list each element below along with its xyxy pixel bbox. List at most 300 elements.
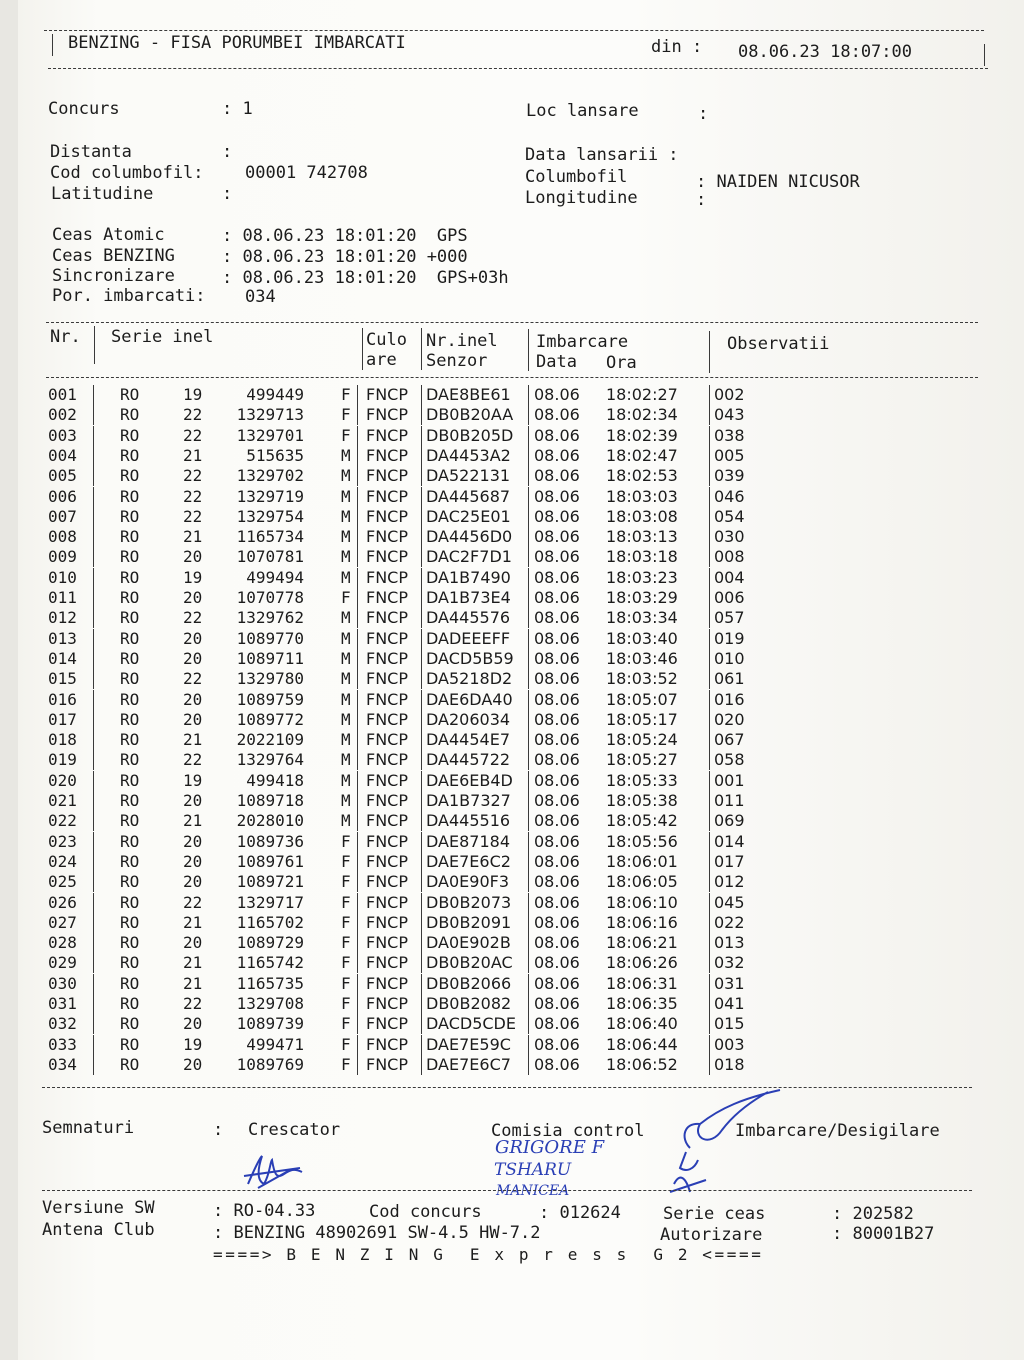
- cell-chip-id: DA445576: [426, 608, 511, 628]
- cell-ring-number: 1070778: [236, 588, 304, 607]
- col-divider: [709, 933, 710, 953]
- col-divider: [357, 568, 358, 588]
- col-nr-header: Nr.: [50, 327, 81, 347]
- col-divider: [528, 974, 529, 994]
- col-divider: [709, 507, 710, 527]
- cell-ring-number: 1329764: [236, 750, 304, 770]
- cell-ring-number: 1070781: [236, 547, 304, 567]
- cell-nr: 014: [48, 648, 77, 668]
- header-right-bar: [984, 44, 985, 66]
- cell-country: RO: [120, 730, 140, 750]
- cell-ring-number: 1089769: [236, 1054, 304, 1074]
- cell-year: 19: [183, 1034, 203, 1054]
- cell-country: RO: [120, 628, 140, 648]
- col-divider: [357, 629, 358, 649]
- cell-club: FNCP: [366, 628, 408, 648]
- cell-club: FNCP: [366, 811, 408, 831]
- cell-sex: M: [341, 567, 351, 587]
- col-divider: [528, 872, 529, 892]
- col-divider: [94, 326, 95, 364]
- table-row: [0, 974, 1000, 994]
- cell-sex: M: [341, 486, 351, 506]
- cell-nr: 024: [48, 851, 77, 871]
- cell-chip-id: DA4456D0: [426, 527, 513, 547]
- col-divider: [528, 710, 529, 730]
- cell-observatii: 067: [714, 730, 745, 750]
- table-row: [0, 872, 1000, 892]
- col-divider: [528, 547, 529, 567]
- cell-club: FNCP: [366, 648, 408, 668]
- col-divider: [528, 811, 529, 831]
- cell-nr: 011: [48, 588, 77, 607]
- cell-time: 18:06:40: [606, 1014, 678, 1034]
- col-divider: [357, 507, 358, 527]
- col-divider: [709, 913, 710, 933]
- cell-country: RO: [120, 445, 140, 465]
- cell-observatii: 057: [714, 608, 745, 628]
- cell-time: 18:06:01: [606, 851, 678, 871]
- col-divider: [93, 426, 94, 446]
- cell-sex: M: [341, 770, 351, 790]
- col-divider: [421, 852, 422, 872]
- cell-observatii: 032: [714, 953, 745, 973]
- col-divider: [709, 466, 710, 486]
- cell-club: FNCP: [366, 445, 408, 465]
- cell-chip-id: DB0B205D: [426, 425, 514, 445]
- cell-ring-number: 1329701: [236, 425, 304, 445]
- cell-ring-number: 2028010: [236, 811, 304, 831]
- col-divider: [357, 527, 358, 547]
- cell-sex: M: [341, 811, 351, 831]
- col-divider: [528, 1014, 529, 1034]
- cell-time: 18:03:46: [606, 648, 678, 668]
- cell-date: 08.06: [534, 547, 580, 567]
- cell-sex: F: [341, 385, 351, 404]
- cell-time: 18:05:33: [606, 770, 678, 790]
- col-divider: [357, 852, 358, 872]
- col-divider: [357, 710, 358, 730]
- cell-club: FNCP: [366, 912, 408, 932]
- table-row: [0, 649, 1000, 669]
- cell-date: 08.06: [534, 527, 580, 547]
- col-divider: [421, 974, 422, 994]
- cell-club: FNCP: [366, 486, 408, 506]
- cell-chip-id: DAE7E6C7: [426, 1054, 511, 1074]
- cell-time: 18:05:56: [606, 831, 678, 851]
- col-divider: [709, 568, 710, 588]
- col-divider: [528, 329, 529, 371]
- por-imbarcati-label: Por. imbarcati:: [52, 286, 206, 306]
- col-divider: [93, 649, 94, 669]
- col-divider: [709, 669, 710, 689]
- col-divider: [709, 331, 710, 373]
- col-divider: [528, 791, 529, 811]
- col-divider: [93, 507, 94, 527]
- cell-chip-id: DACD5CDE: [426, 1014, 516, 1034]
- cell-club: FNCP: [366, 608, 408, 628]
- col-divider: [357, 405, 358, 425]
- col-divider: [528, 487, 529, 507]
- cell-date: 08.06: [534, 831, 580, 851]
- cell-ring-number: 1165735: [236, 973, 304, 993]
- cell-nr: 034: [48, 1054, 77, 1074]
- cell-observatii: 020: [714, 709, 745, 729]
- cell-club: FNCP: [366, 689, 408, 709]
- col-divider: [357, 750, 358, 770]
- cell-club: FNCP: [366, 994, 408, 1013]
- table-row: [0, 994, 1000, 1014]
- cell-observatii: 017: [714, 851, 745, 871]
- table-row: [0, 507, 1000, 527]
- antena-club-value: : BENZING 48902691 SW-4.5 HW-7.2: [213, 1223, 541, 1243]
- cell-observatii: 046: [714, 486, 745, 506]
- col-divider: [357, 1035, 358, 1055]
- cell-observatii: 019: [714, 628, 745, 648]
- cell-country: RO: [120, 709, 140, 729]
- cell-chip-id: DAE6DA40: [426, 689, 513, 709]
- col-divider: [362, 328, 363, 370]
- cell-nr: 023: [48, 831, 77, 851]
- cell-year: 22: [183, 466, 203, 486]
- col-divider: [357, 466, 358, 486]
- cell-nr: 004: [48, 445, 77, 465]
- col-divider: [709, 852, 710, 872]
- cell-time: 18:06:26: [606, 953, 678, 973]
- header-bottom-rule: [48, 68, 988, 69]
- cell-date: 08.06: [534, 709, 580, 729]
- cell-ring-number: 1329702: [236, 466, 304, 486]
- cell-observatii: 039: [714, 466, 745, 486]
- cell-chip-id: DA4454E7: [426, 730, 510, 750]
- cell-date: 08.06: [534, 405, 580, 425]
- cell-country: RO: [120, 973, 140, 993]
- cell-nr: 010: [48, 567, 77, 587]
- col-divider: [421, 629, 422, 649]
- cell-country: RO: [120, 912, 140, 932]
- cell-ring-number: 1165734: [236, 527, 304, 547]
- cell-time: 18:03:34: [606, 608, 678, 628]
- cell-chip-id: DA206034: [426, 709, 511, 729]
- cell-time: 18:05:42: [606, 811, 678, 831]
- table-header-bottom-rule: [46, 377, 978, 378]
- cell-sex: M: [341, 709, 351, 729]
- table-row: [0, 710, 1000, 730]
- cell-sex: F: [341, 405, 351, 425]
- col-divider: [709, 974, 710, 994]
- col-divider: [528, 588, 529, 608]
- cell-year: 22: [183, 994, 203, 1013]
- concurs-value: : 1: [222, 99, 253, 119]
- commission-signature: [640, 1088, 790, 1198]
- col-divider: [421, 913, 422, 933]
- cell-date: 08.06: [534, 912, 580, 932]
- col-divider: [709, 527, 710, 547]
- cell-ring-number: 1329762: [236, 608, 304, 628]
- cell-chip-id: DAC2F7D1: [426, 547, 512, 567]
- cell-year: 21: [183, 973, 203, 993]
- cell-chip-id: DAE6EB4D: [426, 770, 513, 790]
- table-row: [0, 446, 1000, 466]
- table-row: [0, 466, 1000, 486]
- cell-chip-id: DAE7E59C: [426, 1034, 511, 1054]
- cell-observatii: 004: [714, 567, 745, 587]
- cell-nr: 006: [48, 486, 77, 506]
- cell-country: RO: [120, 689, 140, 709]
- col-divider: [93, 466, 94, 486]
- cell-club: FNCP: [366, 791, 408, 810]
- cell-club: FNCP: [366, 770, 408, 790]
- col-nrinel-header-2: Senzor: [426, 351, 488, 371]
- col-divider: [528, 994, 529, 1014]
- handwritten-name-1: GRIGORE F: [495, 1137, 605, 1158]
- ceas-atomic-label: Ceas Atomic: [52, 225, 165, 245]
- cell-date: 08.06: [534, 872, 580, 892]
- table-row: [0, 791, 1000, 811]
- col-divider: [709, 893, 710, 913]
- cell-ring-number: 1089759: [236, 689, 304, 709]
- cell-nr: 003: [48, 425, 77, 445]
- cell-time: 18:06:44: [606, 1034, 678, 1054]
- cell-date: 08.06: [534, 425, 580, 445]
- longitudine-label: Longitudine: [525, 188, 638, 208]
- col-divider: [357, 588, 358, 608]
- col-divider: [709, 547, 710, 567]
- cell-observatii: 001: [714, 770, 745, 790]
- cell-chip-id: DA0E90F3: [426, 872, 510, 892]
- col-divider: [528, 426, 529, 446]
- table-row: [0, 690, 1000, 710]
- table-row: [0, 1014, 1000, 1034]
- col-divider: [421, 893, 422, 913]
- table-row: [0, 852, 1000, 872]
- cell-year: 19: [183, 385, 203, 404]
- col-divider: [421, 953, 422, 973]
- col-divider: [528, 913, 529, 933]
- cell-year: 21: [183, 912, 203, 932]
- col-divider: [709, 791, 710, 811]
- cell-sex: F: [341, 851, 351, 871]
- cell-nr: 027: [48, 912, 77, 932]
- col-divider: [93, 710, 94, 730]
- cell-time: 18:05:38: [606, 791, 678, 810]
- col-divider: [528, 730, 529, 750]
- table-row: [0, 527, 1000, 547]
- col-divider: [421, 588, 422, 608]
- cell-club: FNCP: [366, 892, 408, 912]
- table-row: [0, 487, 1000, 507]
- cell-observatii: 018: [714, 1054, 745, 1074]
- cell-sex: M: [341, 445, 351, 465]
- cell-nr: 033: [48, 1034, 77, 1054]
- col-divider: [421, 507, 422, 527]
- cell-club: FNCP: [366, 831, 408, 851]
- sincronizare-value: : 08.06.23 18:01:20 GPS+03h: [222, 268, 509, 288]
- cell-club: FNCP: [366, 567, 408, 587]
- cell-date: 08.06: [534, 892, 580, 912]
- col-divider: [421, 568, 422, 588]
- cell-ring-number: 1329780: [236, 669, 304, 689]
- cell-chip-id: DA1B73E4: [426, 588, 511, 607]
- cell-time: 18:03:29: [606, 588, 678, 607]
- cell-sex: M: [341, 506, 351, 526]
- cell-ring-number: 499494: [246, 567, 304, 587]
- col-divider: [709, 487, 710, 507]
- cell-observatii: 008: [714, 547, 745, 567]
- col-divider: [93, 872, 94, 892]
- col-divider: [709, 832, 710, 852]
- col-divider: [421, 690, 422, 710]
- col-divider: [357, 933, 358, 953]
- col-divider: [93, 568, 94, 588]
- autorizare-label: Autorizare: [660, 1225, 763, 1245]
- cell-date: 08.06: [534, 486, 580, 506]
- imbarcare-desigilare-label: Imbarcare/Desigilare: [735, 1121, 940, 1141]
- col-serie-header: Serie inel: [111, 327, 214, 347]
- cell-time: 18:02:39: [606, 425, 678, 445]
- cell-time: 18:05:27: [606, 750, 678, 770]
- cell-observatii: 005: [714, 445, 745, 465]
- cell-chip-id: DAE7E6C2: [426, 851, 511, 871]
- cell-observatii: 013: [714, 933, 745, 953]
- cell-country: RO: [120, 1054, 140, 1074]
- cell-nr: 026: [48, 892, 77, 912]
- cell-year: 20: [183, 1014, 203, 1034]
- col-divider: [357, 608, 358, 628]
- cell-ring-number: 1089739: [236, 1014, 304, 1034]
- col-divider: [421, 328, 422, 370]
- cell-year: 22: [183, 405, 203, 425]
- table-row: [0, 933, 1000, 953]
- cell-club: FNCP: [366, 527, 408, 547]
- cell-chip-id: DA1B7490: [426, 567, 511, 587]
- cell-observatii: 043: [714, 405, 745, 425]
- table-row: [0, 893, 1000, 913]
- cell-sex: F: [341, 953, 351, 973]
- cell-time: 18:06:21: [606, 933, 678, 953]
- cell-nr: 017: [48, 709, 77, 729]
- cell-year: 20: [183, 1054, 203, 1074]
- cell-year: 22: [183, 506, 203, 526]
- cell-time: 18:03:40: [606, 628, 678, 648]
- cell-sex: M: [341, 628, 351, 648]
- col-divider: [421, 750, 422, 770]
- col-divider: [421, 385, 422, 405]
- cell-sex: F: [341, 912, 351, 932]
- cell-nr: 009: [48, 547, 77, 567]
- cell-sex: F: [341, 872, 351, 892]
- cod-concurs-label: Cod concurs: [369, 1202, 482, 1222]
- cell-club: FNCP: [366, 405, 408, 425]
- cell-sex: M: [341, 791, 351, 810]
- col-divider: [528, 466, 529, 486]
- col-divider: [357, 1014, 358, 1034]
- col-divider: [93, 1035, 94, 1055]
- col-divider: [709, 1055, 710, 1075]
- cell-country: RO: [120, 933, 140, 953]
- col-divider: [357, 771, 358, 791]
- col-nrinel-header-1: Nr.inel: [426, 331, 498, 351]
- table-row: [0, 568, 1000, 588]
- col-divider: [709, 994, 710, 1014]
- table-row: [0, 629, 1000, 649]
- col-divider: [357, 811, 358, 831]
- cell-year: 21: [183, 811, 203, 831]
- cell-ring-number: 499418: [246, 770, 304, 790]
- cell-time: 18:05:17: [606, 709, 678, 729]
- cell-club: FNCP: [366, 425, 408, 445]
- col-divider: [357, 547, 358, 567]
- footer-top-rule: [42, 1190, 972, 1191]
- cell-sex: M: [341, 750, 351, 770]
- table-row: [0, 771, 1000, 791]
- cell-year: 20: [183, 689, 203, 709]
- col-divider: [421, 405, 422, 425]
- col-divider: [93, 547, 94, 567]
- cell-observatii: 014: [714, 831, 745, 851]
- col-divider: [709, 629, 710, 649]
- col-divider: [709, 649, 710, 669]
- cell-time: 18:05:24: [606, 730, 678, 750]
- cell-country: RO: [120, 994, 140, 1013]
- cell-sex: F: [341, 1014, 351, 1034]
- col-divider: [357, 385, 358, 405]
- col-divider: [357, 913, 358, 933]
- cod-columbofil-value: 00001 742708: [245, 163, 368, 183]
- ceas-atomic-value: : 08.06.23 18:01:20 GPS: [222, 226, 468, 246]
- por-imbarcati-value: 034: [245, 287, 276, 307]
- col-divider: [709, 690, 710, 710]
- col-divider: [709, 426, 710, 446]
- cell-year: 22: [183, 608, 203, 628]
- col-divider: [528, 608, 529, 628]
- crescator-signature: [240, 1150, 310, 1195]
- table-row: [0, 1055, 1000, 1075]
- table-row: [0, 385, 1000, 405]
- table-row: [0, 405, 1000, 425]
- cell-chip-id: DA0E902B: [426, 933, 511, 953]
- cell-observatii: 016: [714, 689, 745, 709]
- distanta-value: :: [222, 142, 233, 162]
- cell-year: 20: [183, 588, 203, 607]
- serie-ceas-value: : 202582: [832, 1204, 914, 1224]
- cell-country: RO: [120, 466, 140, 486]
- cell-year: 20: [183, 791, 203, 810]
- cell-time: 18:02:27: [606, 385, 678, 404]
- cell-year: 20: [183, 628, 203, 648]
- col-divider: [421, 1035, 422, 1055]
- col-divider: [421, 994, 422, 1014]
- cell-chip-id: DA445687: [426, 486, 511, 506]
- col-divider: [528, 832, 529, 852]
- cell-country: RO: [120, 872, 140, 892]
- autorizare-value: : 80001B27: [832, 1224, 935, 1244]
- cell-observatii: 045: [714, 892, 745, 912]
- cell-time: 18:06:31: [606, 973, 678, 993]
- longitudine-value: :: [696, 190, 707, 210]
- col-divider: [93, 771, 94, 791]
- cell-chip-id: DB0B20AC: [426, 953, 513, 973]
- col-divider: [93, 669, 94, 689]
- cell-year: 20: [183, 648, 203, 668]
- cell-time: 18:06:05: [606, 872, 678, 892]
- cell-date: 08.06: [534, 385, 580, 404]
- col-divider: [93, 730, 94, 750]
- cell-year: 22: [183, 486, 203, 506]
- cell-club: FNCP: [366, 547, 408, 567]
- col-divider: [528, 690, 529, 710]
- cell-nr: 018: [48, 730, 77, 750]
- cell-country: RO: [120, 547, 140, 567]
